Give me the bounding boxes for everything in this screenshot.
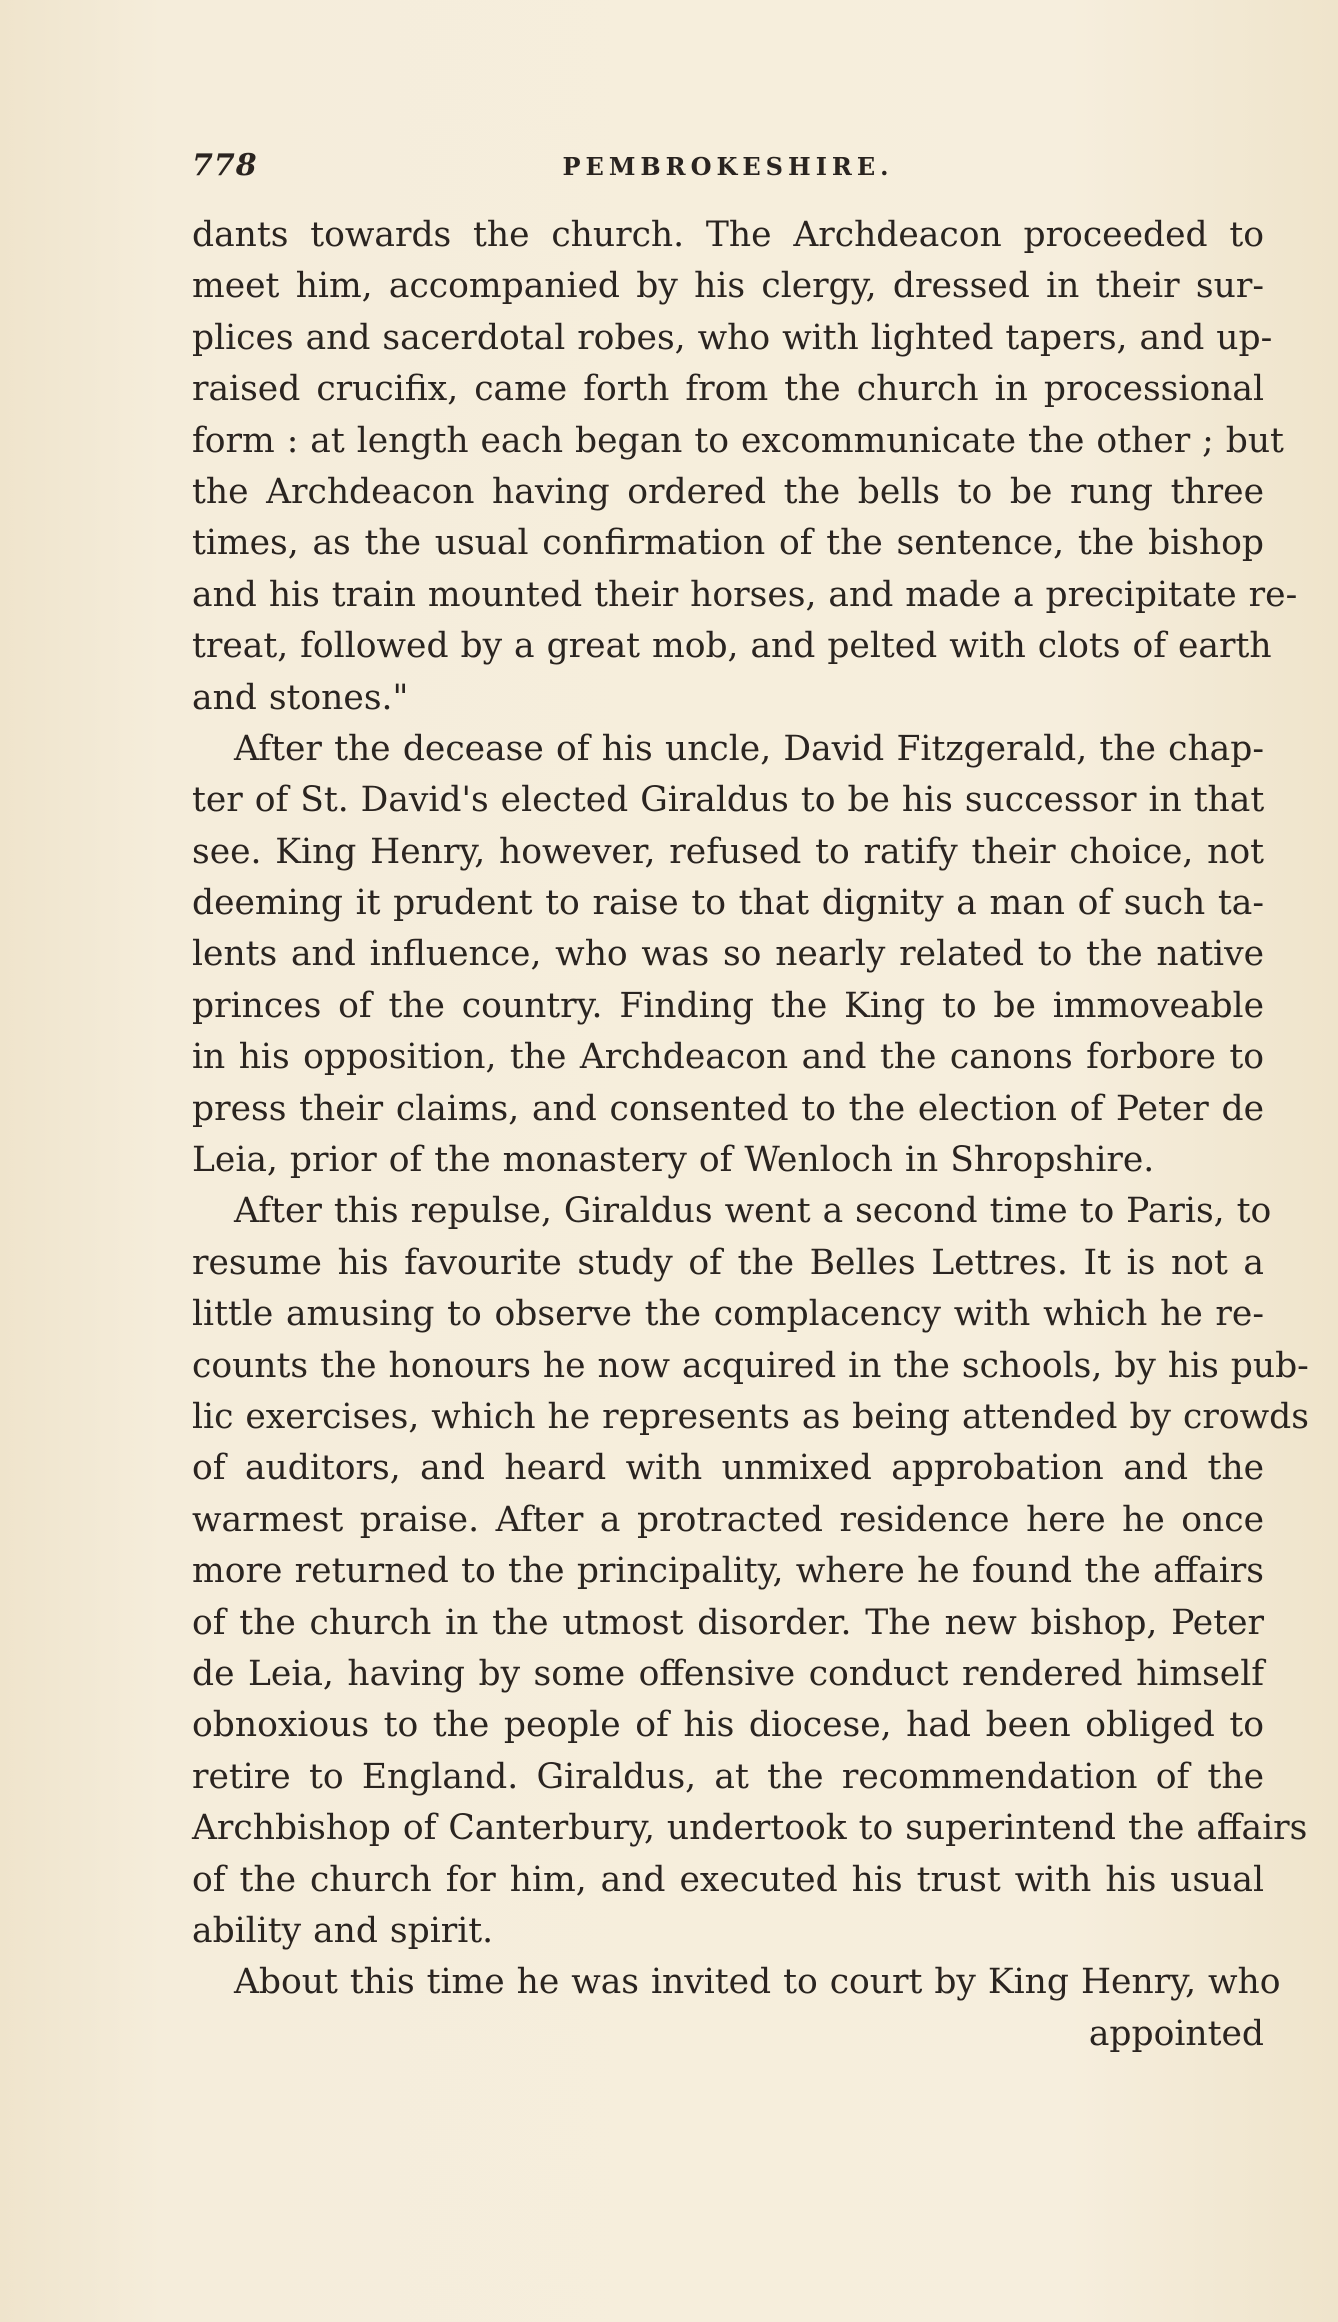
- text-line: dants towards the church. The Archdeacon proceeded to: [192, 215, 1264, 255]
- text-line: Archbishop of Canterbury, undertook to superintend the affairs: [192, 1808, 1308, 1849]
- text-line: raised crucifix, came forth from the church in processional: [192, 369, 1264, 410]
- page-number: 778: [192, 148, 258, 183]
- text-line: resume his favourite study of the Belles Lettres. It is not a: [192, 1242, 1264, 1283]
- text-line: and stones.": [192, 677, 409, 718]
- text-line: obnoxious to the people of his diocese, had been obliged to: [192, 1705, 1264, 1746]
- text-line: retire to England. Giraldus, at the recommendation of the: [192, 1756, 1264, 1797]
- text-line: form : at length each began to excommunicate the other ; but: [192, 420, 1284, 461]
- page-header: [192, 148, 1264, 192]
- paragraph-start-line: About this time he was invited to court by King Henry, who: [234, 1962, 1281, 2003]
- text-line: in his opposition, the Archdeacon and the canons forbore to: [192, 1037, 1264, 1078]
- text-line: treat, followed by a great mob, and pelted with clots of earth: [192, 626, 1272, 667]
- text-line: counts the honours he now acquired in the schools, by his pub-: [192, 1345, 1309, 1386]
- text-line: of auditors, and heard with unmixed approbation and the: [192, 1448, 1264, 1489]
- text-line: Leia, prior of the monastery of Wenloch in Shropshire.: [192, 1140, 1155, 1181]
- text-line: princes of the country. Finding the King to be immoveable: [192, 985, 1264, 1026]
- text-line: lic exercises, which he represents as being attended by crowds: [192, 1396, 1309, 1437]
- text-line: times, as the usual confirmation of the sentence, the bishop: [192, 523, 1264, 564]
- paragraph-start-line: After this repulse, Giraldus went a second time to Paris, to: [234, 1191, 1272, 1232]
- text-line: of the church in the utmost disorder. The new bishop, Peter: [192, 1602, 1264, 1643]
- text-line: little amusing to observe the complacency with which he re-: [192, 1294, 1264, 1335]
- paragraph-start-line: After the decease of his uncle, David Fitzgerald, the chap-: [234, 728, 1264, 769]
- text-line: meet him, accompanied by his clergy, dressed in their sur-: [192, 266, 1264, 307]
- text-line: see. King Henry, however, refused to ratify their choice, not: [192, 831, 1264, 872]
- text-line: and his train mounted their horses, and made a precipitate re-: [192, 574, 1298, 615]
- catchword: appointed: [1088, 2013, 1264, 2054]
- text-line: de Leia, having by some offensive conduct rendered himself: [192, 1653, 1264, 1694]
- text-line: deeming it prudent to raise to that dignity a man of such ta-: [192, 883, 1264, 924]
- text-line: the Archdeacon having ordered the bells to be rung three: [192, 471, 1264, 512]
- running-head: PEMBROKESHIRE.: [562, 152, 894, 181]
- body-text: [192, 210, 1309, 2060]
- text-line: of the church for him, and executed his trust with his usual: [192, 1859, 1264, 1900]
- text-line: plices and sacerdotal robes, who with lighted tapers, and up-: [192, 317, 1273, 358]
- text-line: lents and influence, who was so nearly related to the native: [192, 934, 1264, 975]
- text-line: warmest praise. After a protracted residence here he once: [192, 1499, 1264, 1540]
- text-line: press their claims, and consented to the election of Peter de: [192, 1088, 1264, 1129]
- text-line: more returned to the principality, where he found the affairs: [192, 1551, 1264, 1592]
- text-line: ter of St. David's elected Giraldus to be his successor in that: [192, 780, 1265, 821]
- text-line: ability and spirit.: [192, 1910, 494, 1951]
